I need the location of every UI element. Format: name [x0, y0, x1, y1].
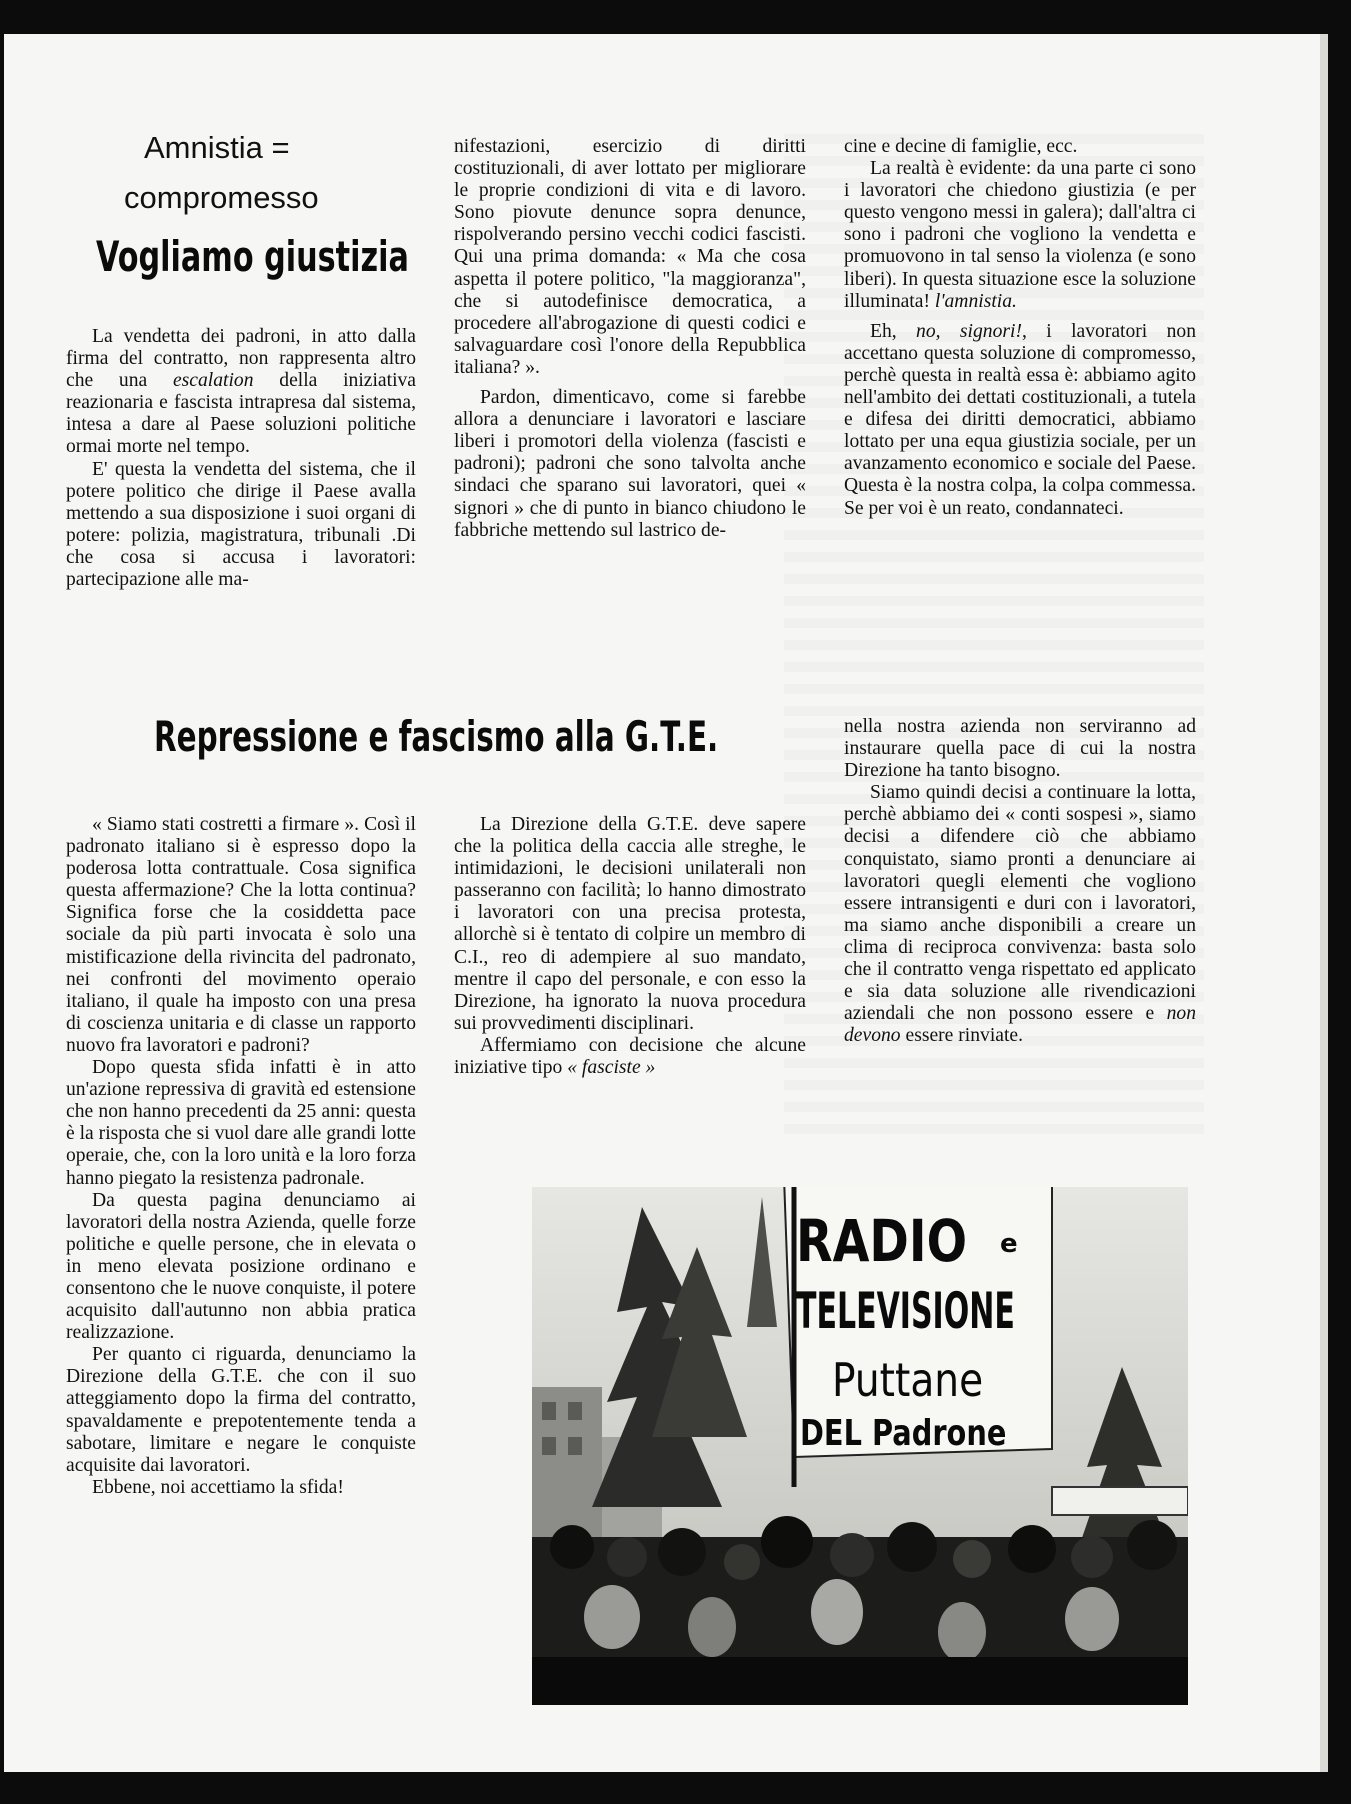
- page-edge: [1320, 34, 1328, 1772]
- paragraph: Affermiamo con decisione che alcune iniziative tipo « fasciste »: [454, 1034, 806, 1079]
- article1-title: Vogliamo giustizia: [96, 232, 409, 281]
- banner-del-padrone: DEL Padrone: [800, 1413, 1007, 1454]
- kicker-compromesso: compromesso: [124, 180, 319, 215]
- paragraph: Da questa pagina denunciamo ai lavoratori della nostra Azienda, quelle forze politiche e quelle persone, che in elevata o in meno elevata posizione ordinano e consentono che le nuove conquiste, il potere acquisito dall'autunno non abbia pratica realizzazione.: [66, 1189, 416, 1344]
- paragraph: Dopo questa sfida infatti è in atto un'azione repressiva di gravità ed estensione che non hanno precedenti da 25 anni: questa è la risposta che si vuol dare alle grandi lotte operaie, che, con la loro unità e la loro forza hanno piegato la resistenza padronale.: [66, 1057, 416, 1189]
- paragraph: nifestazioni, esercizio di diritti costituzionali, di aver lottato per migliorare le proprie condizioni di vita e di lavoro. Sono piovute denunce sopra denunce, rispolverando persino vecchi codici fascisti. Qui una prima domanda: « Ma che cosa aspetta il potere politico, "la maggioranza", che si autodefinisce democratica, a procedere all'abrogazione di questi codici e salvaguardare così l'onore della Repubblica italiana? ».: [454, 136, 806, 378]
- paragraph: E' questa la vendetta del sistema, che il potere politico che dirige il Paese avalla mettendo a sua disposizione i suoi organi di potere: polizia, magistratura, tribunali .Di che cosa si accusa i lavoratori: partecipazione alle ma-: [66, 458, 416, 591]
- paragraph: « Siamo stati costretti a firmare ». Così il padronato italiano si è espresso dopo la poderosa lotta contrattuale. Cosa significa questa affermazione? Che la lotta continua? Significa forse che la cosiddetta pace sociale da più parti invocata è solo una mistificazione della rivincita del padronato, nei confronti del movimento operaio italiano, il quale ha imposto con una presa di coscienza unitaria e di classe un rapporto nuovo fra lavoratori e padroni?: [66, 814, 416, 1056]
- paragraph: Pardon, dimenticavo, come si farebbe allora a denunciare i lavoratori e lasciare liberi i promotori della violenza (fascisti e padroni); padroni che sono talvolta anche sindaci che sparano sui lavoratori, quei « signori » che di punto in bianco chiudono le fabbriche mettendo sul lastrico de-: [454, 387, 806, 541]
- protest-photo: [532, 1187, 1188, 1705]
- article2-title: Repressione e fascismo alla G.T.E.: [154, 712, 719, 761]
- article1-column-2: [454, 136, 806, 542]
- paragraph: cine e decine di famiglie, ecc.: [844, 136, 1078, 157]
- paragraph: Eh, no, signori!, i lavoratori non accettano questa soluzione di compromesso, perchè questa in realtà essa è: abbiamo agito nell'ambito dei dettati costituzionali, a tutela e difesa dei diritti democratici, abbiamo lottato per una equa giustizia sociale, per un avanzamento economico e sociale del Paese. Questa è la nostra colpa, la colpa commessa. Se per voi è un reato, condannateci.: [844, 320, 1197, 519]
- banner-televisione: TELEVISIONE: [796, 1282, 1015, 1340]
- paragraph: Per quanto ci riguarda, denunciamo la Direzione della G.T.E. che con il suo atteggiamento dopo la firma del contratto, spavaldamente e prepotentemente tenda a sabotare, limitare e negare le conquiste acquisite dai lavoratori.: [66, 1344, 416, 1476]
- banner-puttane: Puttane: [832, 1353, 984, 1407]
- kicker-amnistia: Amnistia =: [144, 130, 290, 165]
- article1-column-3: [844, 136, 1196, 520]
- article2-column-2: [454, 814, 806, 1079]
- paragraph: La realtà è evidente: da una parte ci sono i lavoratori che chiedono giustizia (e per questo vengono messi in galera); dall'altra ci sono i padroni che vogliono la vendetta e promuovono in tal senso la violenza (e sono liberi). In questa situazione esce la soluzione illuminata! l'amnistia.: [844, 158, 1196, 312]
- paragraph: Siamo quindi decisi a continuare la lotta, perchè abbiamo dei « conti sospesi », siamo decisi a difendere ciò che abbiamo conquistato, siamo pronti a denunciare ai lavoratori quegli elementi che vogliono essere intransigenti e duri con i lavoratori, ma siamo anche disponibili a creare un clima di reciproca convivenza: basta solo che il contratto venga rispettato ed applicato e sia data soluzione alle rivendicazioni aziendali che non possono essere e non devono essere rinviate.: [844, 782, 1196, 1047]
- banner-radio: RADIO: [796, 1207, 968, 1275]
- paragraph: Ebbene, noi accettiamo la sfida!: [92, 1476, 344, 1498]
- paragraph: nella nostra azienda non serviranno ad instaurare quella pace di cui la nostra Direzione ha tanto bisogno.: [844, 716, 1196, 782]
- paragraph: La vendetta dei padroni, in atto dalla firma del contratto, non rappresenta altro che una escalation della iniziativa reazionaria e fascista intrapresa dal sistema, intesa a dare al Paese soluzioni politiche ormai morte nel tempo.: [66, 326, 417, 458]
- article2-column-1: [66, 814, 416, 1499]
- magazine-page: [4, 34, 1320, 1772]
- article1-column-1: [66, 326, 416, 591]
- banner-e: e: [1000, 1229, 1018, 1259]
- article2-column-3: [844, 716, 1196, 1047]
- paragraph: La Direzione della G.T.E. deve sapere che la politica della caccia alle streghe, le intimidazioni, le decisioni unilaterali non passeranno con facilità; lo hanno dimostrato i lavoratori con una precisa protesta, allorchè si è tentato di colpire un membro di C.I., reo di adempiere al suo mandato, mentre il capo del personale, e con esso la Direzione, ha ignorato la nuova procedura sui provvedimenti disciplinari.: [454, 814, 806, 1034]
